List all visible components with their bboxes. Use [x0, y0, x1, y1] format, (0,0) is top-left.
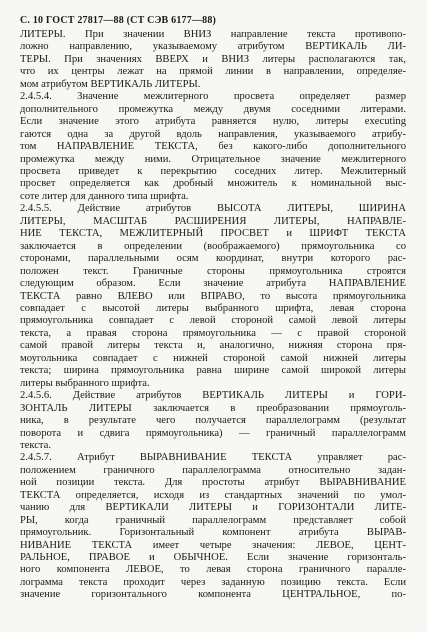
text-line: что их центры лежат на прямой линии в направлении, определяе-: [20, 66, 406, 78]
text-line: соте литер для данного типа шрифта.: [20, 190, 189, 202]
text-line: положен текст. Граничные стороны прямоугольника строятся: [20, 265, 406, 277]
text-line: совпадает с высотой литеры выбранного шрифта, левая сторона: [20, 302, 406, 314]
text-line: РЫ, когда граничный параллелограмм представляет собой: [20, 514, 406, 526]
text-line: самой правой литеры текста и, аналогично, нижняя сторона пря-: [20, 340, 406, 352]
text-line: ТЕКСТА определяется, исходя из стандартных значений по умол-: [20, 489, 406, 501]
text-line: текста.: [20, 439, 52, 451]
paragraph-2-4-5-5: [20, 203, 406, 390]
text-line: ЛИТЕРЫ. При значении ВНИЗ направление текста противопо-: [20, 29, 406, 40]
text-line: моугольника совпадает с нижней стороной самой нижней литеры: [20, 352, 406, 364]
text-line: РАЛЬНОЕ, ПРАВОЕ и ОБЫЧНОЕ. Если значение горизонталь-: [20, 552, 406, 564]
paragraph-2-4-5-7: [20, 452, 406, 601]
text-line: Если значение этого атрибута равняется нулю, литеры executing: [20, 116, 406, 128]
text-line: сторонами, параллельными осям координат, внутри которого рас-: [20, 253, 406, 265]
text-line: мом атрибутом ВЕРТИКАЛЬ ЛИТЕРЫ.: [20, 78, 201, 90]
text-line: текста, а правая сторона прямоугольника — с правой стороной: [20, 327, 406, 339]
text-line: НИВАНИЕ ТЕКСТА имеет четыре значения: ЛЕВОЕ, ЦЕНТ-: [20, 539, 406, 551]
text-line: чанию для ВЕРТИКАЛИ ЛИТЕРЫ и ГОРИЗОНТАЛИ ЛИТЕ-: [20, 502, 406, 514]
text-line: ТЕРЫ. При значениях ВВЕРХ и ВНИЗ литеры располагаются так,: [20, 53, 406, 65]
text-line: литеры выбранного шрифта.: [20, 377, 150, 389]
paragraph-continuation: [20, 29, 406, 91]
text-line: 2.4.5.4. Значение межлитерного просвета определяет размер: [20, 91, 406, 103]
text-line: ТЕКСТА равно ВЛЕВО или ВПРАВО, то высота прямоугольника: [20, 290, 406, 302]
text-line: ложно направлению, указываемому атрибутом ВЕРТИКАЛЬ ЛИ-: [20, 41, 406, 53]
text-line: ного компонента ЛЕВОЕ, то левая сторона граничного паралле-: [20, 564, 406, 576]
text-line: 2.4.5.6. Действие атрибутов ВЕРТИКАЛЬ ЛИТЕРЫ и ГОРИ-: [20, 390, 406, 402]
text-line: ЛИТЕРЫ, МАСШТАБ РАСШИРЕНИЯ ЛИТЕРЫ, НАПРАВЛЕ-: [20, 215, 406, 227]
text-line: лограмма текста проходит через заданную позицию текста. Если: [20, 576, 406, 588]
text-line: гаются одна за другой вдоль направления, указываемого атрибу-: [20, 128, 406, 140]
text-line: ЗОНТАЛЬ ЛИТЕРЫ заключается в преобразовании прямоуголь-: [20, 402, 406, 414]
text-line: ника, в результате чего получается параллелограмм (результат: [20, 415, 406, 427]
text-line: следующим образом. Если значение атрибута НАПРАВЛЕНИЕ: [20, 278, 406, 290]
text-line: промежутка между ними. Отрицательное значение межлитерного: [20, 153, 406, 165]
text-line: 2.4.5.5. Действие атрибутов ВЫСОТА ЛИТЕРЫ, ШИРИНА: [20, 203, 406, 215]
text-line: том НАПРАВЛЕНИЕ ТЕКСТА, без какого-либо дополнительного: [20, 141, 406, 153]
text-line: 2.4.5.7. Атрибут ВЫРАВНИВАНИЕ ТЕКСТА управляет рас-: [20, 452, 406, 464]
text-line: просвет определяется как дробный множитель к номинальной выс-: [20, 178, 406, 190]
paragraph-2-4-5-6: [20, 390, 406, 452]
text-line: ной позиции текста. Для простоты атрибут ВЫРАВНИВАНИЕ: [20, 477, 406, 489]
text-line: просвета приведет к перекрытию соседних литер. Межлитерный: [20, 165, 406, 177]
paragraph-2-4-5-4: [20, 91, 406, 203]
text-line: НИЕ ТЕКСТА, МЕЖЛИТЕРНЫЙ ПРОСВЕТ и ШРИФТ ТЕКСТА: [20, 228, 406, 240]
text-line: положением граничного параллелограмма относительно задан-: [20, 464, 406, 476]
text-line: текста; ширина прямоугольника равна ширине самой широкой литеры: [20, 365, 406, 377]
page-header: С. 10 ГОСТ 27817—88 (СТ СЭВ 6177—88): [20, 15, 217, 26]
text-line: дополнительного промежутка между двумя соседними литерами.: [20, 103, 406, 115]
text-line: поворота и сдвига прямоугольника) — граничный параллелограмм: [20, 427, 406, 439]
text-line: прямоугольник. Горизонтальный компонент атрибута ВЫРАВ-: [20, 527, 406, 539]
text-line: прямоугольника совпадает с левой стороной самой левой литеры: [20, 315, 406, 327]
text-line: заключается в определении (воображаемого) прямоугольника со: [20, 240, 406, 252]
text-line: значение горизонтального компонента ЦЕНТРАЛЬНОЕ, по-: [20, 589, 406, 601]
